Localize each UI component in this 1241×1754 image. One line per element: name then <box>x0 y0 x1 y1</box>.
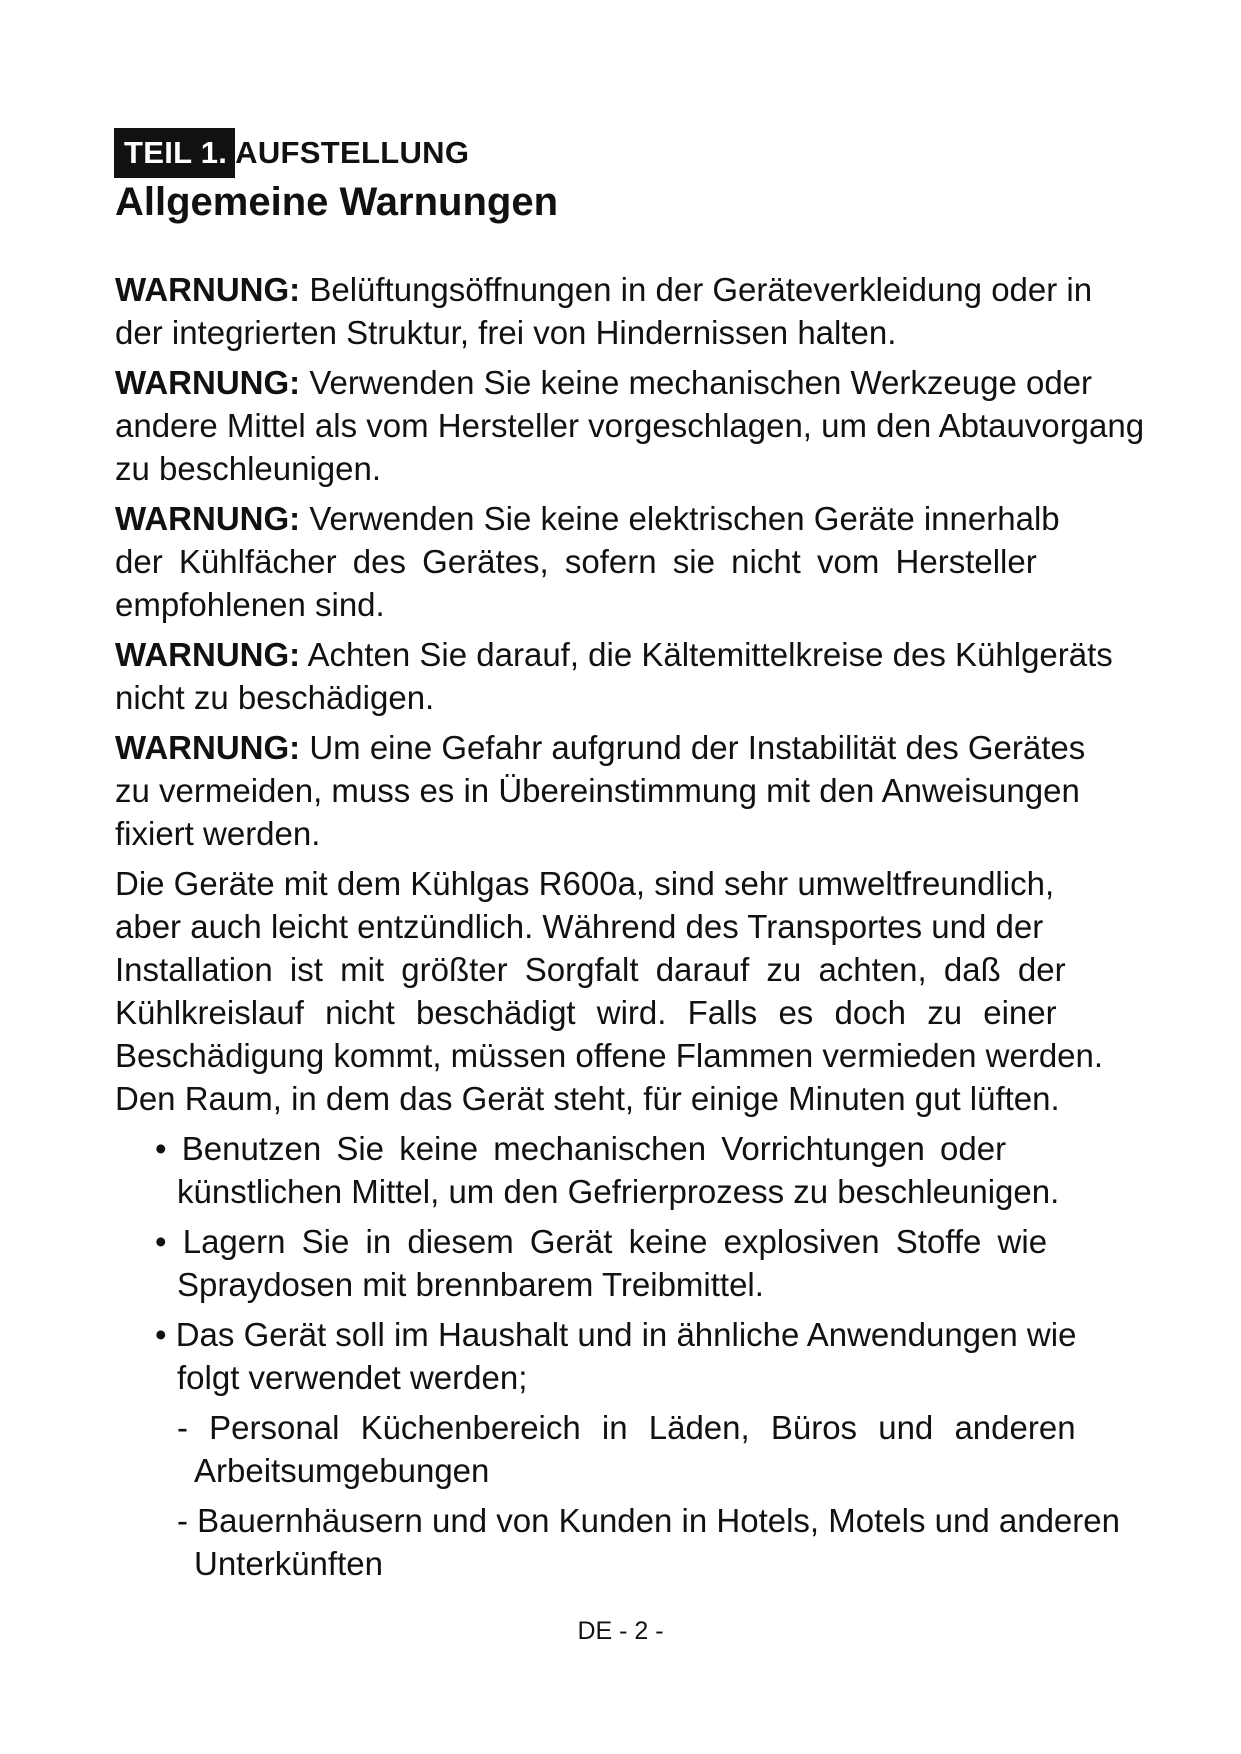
warning-text-line: Um eine Gefahr aufgrund der Instabilität des Gerätes <box>300 729 1086 766</box>
paragraph-line: Beschädigung kommt, müssen offene Flammen vermieden werden. <box>115 1037 1104 1074</box>
list-item-line: folgt verwendet werden; <box>177 1359 528 1396</box>
warning-paragraph <box>115 726 1195 855</box>
list-item-line: • Lagern Sie in diesem Gerät keine explosiven Stoffe wie <box>155 1223 1048 1260</box>
warning-paragraph <box>115 497 1195 626</box>
warning-text-line: Verwenden Sie keine mechanischen Werkzeuge oder <box>300 364 1093 401</box>
warning-label: WARNUNG: <box>115 364 301 401</box>
sub-list-item-line: Arbeitsumgebungen <box>194 1452 490 1489</box>
sub-list-item-line: - Personal Küchenbereich in Läden, Büros und anderen <box>177 1409 1076 1446</box>
warning-text-line: Belüftungsöffnungen in der Geräteverkleidung oder in <box>300 271 1093 308</box>
sub-list-item-line: - Bauernhäusern und von Kunden in Hotels, Motels und anderen <box>177 1502 1120 1539</box>
warning-text-line: zu beschleunigen. <box>115 450 382 487</box>
list-item-line: • Das Gerät soll im Haushalt und in ähnliche Anwendungen wie <box>155 1316 1077 1353</box>
warning-paragraph <box>115 361 1195 490</box>
list-item <box>115 1220 1195 1306</box>
page-content <box>115 268 1195 1592</box>
page-title: Allgemeine Warnungen <box>115 180 559 224</box>
warning-paragraph <box>115 633 1195 719</box>
sub-list-item <box>115 1499 1195 1585</box>
section-header <box>114 128 469 178</box>
warning-text-line: Achten Sie darauf, die Kältemittelkreise des Kühlgeräts <box>300 636 1113 673</box>
warning-label: WARNUNG: <box>115 271 301 308</box>
list-item-line: • Benutzen Sie keine mechanischen Vorrichtungen oder <box>155 1130 1007 1167</box>
warning-text-line: der integrierten Struktur, frei von Hindernissen halten. <box>115 314 897 351</box>
paragraph-line: Den Raum, in dem das Gerät steht, für einige Minuten gut lüften. <box>115 1080 1060 1117</box>
paragraph-line: aber auch leicht entzündlich. Während des Transportes und der <box>115 908 1044 945</box>
part-badge: TEIL 1. <box>114 128 235 178</box>
list-item <box>115 1313 1195 1399</box>
warning-text-line: fixiert werden. <box>115 815 321 852</box>
sub-list-item <box>115 1406 1195 1492</box>
page-number: DE - 2 - <box>577 1617 664 1645</box>
warning-label: WARNUNG: <box>115 636 301 673</box>
warning-text-line: andere Mittel als vom Hersteller vorgeschlagen, um den Abtauvorgang <box>115 407 1145 444</box>
warning-text-line: Verwenden Sie keine elektrischen Geräte innerhalb <box>300 500 1060 537</box>
warning-text-line: zu vermeiden, muss es in Übereinstimmung mit den Anweisungen <box>115 772 1080 809</box>
warning-paragraph <box>115 268 1195 354</box>
part-title: AUFSTELLUNG <box>235 135 470 170</box>
warning-label: WARNUNG: <box>115 729 301 766</box>
warning-text-line: nicht zu beschädigen. <box>115 679 435 716</box>
paragraph-line: Installation ist mit größter Sorgfalt darauf zu achten, daß der <box>115 951 1066 988</box>
paragraph-line: Die Geräte mit dem Kühlgas R600a, sind sehr umweltfreundlich, <box>115 865 1055 902</box>
sub-list-item-line: Unterkünften <box>194 1545 383 1582</box>
warning-text-line: empfohlenen sind. <box>115 586 385 623</box>
list-item <box>115 1127 1195 1213</box>
warning-text-line: der Kühlfächer des Gerätes, sofern sie nicht vom Hersteller <box>115 543 1037 580</box>
list-item-line: Spraydosen mit brennbarem Treibmittel. <box>177 1266 764 1303</box>
paragraph-line: Kühlkreislauf nicht beschädigt wird. Falls es doch zu einer <box>115 994 1057 1031</box>
refrigerant-paragraph <box>115 862 1195 1120</box>
warning-label: WARNUNG: <box>115 500 301 537</box>
list-item-line: künstlichen Mittel, um den Gefrierprozess zu beschleunigen. <box>177 1173 1060 1210</box>
